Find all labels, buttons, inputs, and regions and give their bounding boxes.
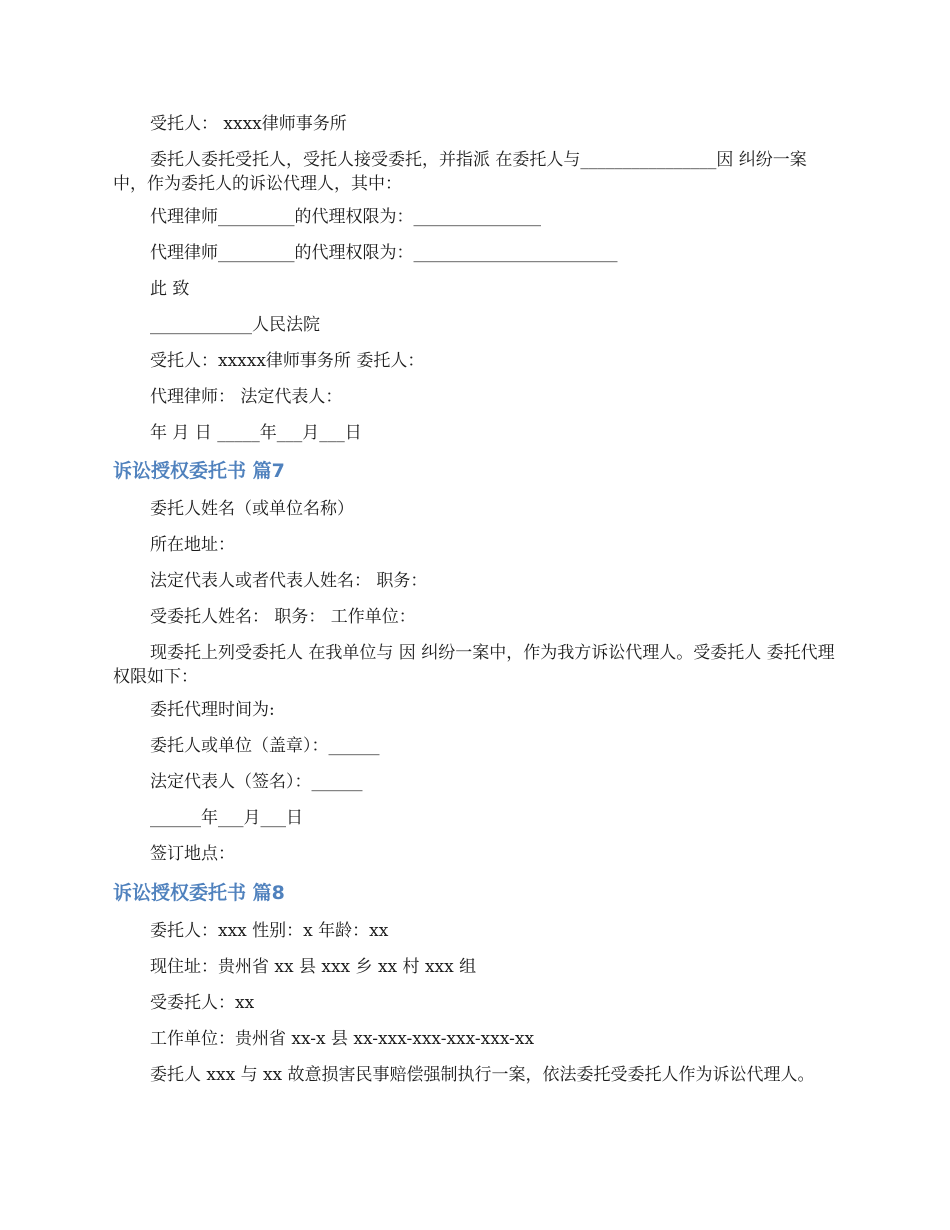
paragraph: 委托代理时间为: [150,700,275,720]
paragraph: 代理律师： 法定代表人： [150,387,343,407]
paragraph: 受委托人：xx [150,993,255,1013]
paragraph: 委托人 xxx 与 xx 故意损害民事赔偿强制执行一案，依法委托受委托人作为诉讼代理人。 [150,1065,815,1085]
paragraph: 受委托人姓名： 职务： 工作单位： [150,607,416,627]
paragraph: 所在地址： [150,535,235,555]
paragraph: 受托人： xxxx律师事务所 [150,114,347,134]
paragraph: 现委托上列受委托人 在我单位与 因 纠纷一案中，作为我方诉讼代理人。受委托人 委托代理权限如下： [113,643,835,687]
paragraph: 现住址：贵州省 xx 县 xxx 乡 xx 村 xxx 组 [150,957,477,977]
paragraph: 委托人委托受托人，受托人接受委托，并指派 在委托人与________________因 纠纷一案中，作为委托人的诉讼代理人，其中： [113,150,807,194]
paragraph: 签订地点： [150,844,235,864]
section-heading: 诉讼授权委托书 篇7 [113,460,285,482]
paragraph: 法定代表人（签名）：______ [150,772,363,792]
paragraph: ______年___月___日 [150,808,303,828]
paragraph: 法定代表人或者代表人姓名： 职务： [150,571,428,591]
paragraph: 委托人姓名（或单位名称） [150,499,354,519]
paragraph: 代理律师_________的代理权限为：________________________ [150,243,618,263]
paragraph: 委托人或单位（盖章）：______ [150,736,380,756]
paragraph: 此 致 [150,279,190,299]
paragraph: 年 月 日 _____年___月___日 [150,423,362,443]
paragraph: 委托人：xxx 性别：x 年龄：xx [150,921,389,941]
paragraph: 受托人：xxxxx律师事务所 委托人： [150,351,425,371]
section-heading: 诉讼授权委托书 篇8 [113,882,285,904]
paragraph: ____________人民法院 [150,315,320,335]
paragraph: 代理律师_________的代理权限为：_______________ [150,207,541,227]
paragraph: 工作单位：贵州省 xx-x 县 xx-xxx-xxx-xxx-xxx-xx [150,1029,535,1049]
